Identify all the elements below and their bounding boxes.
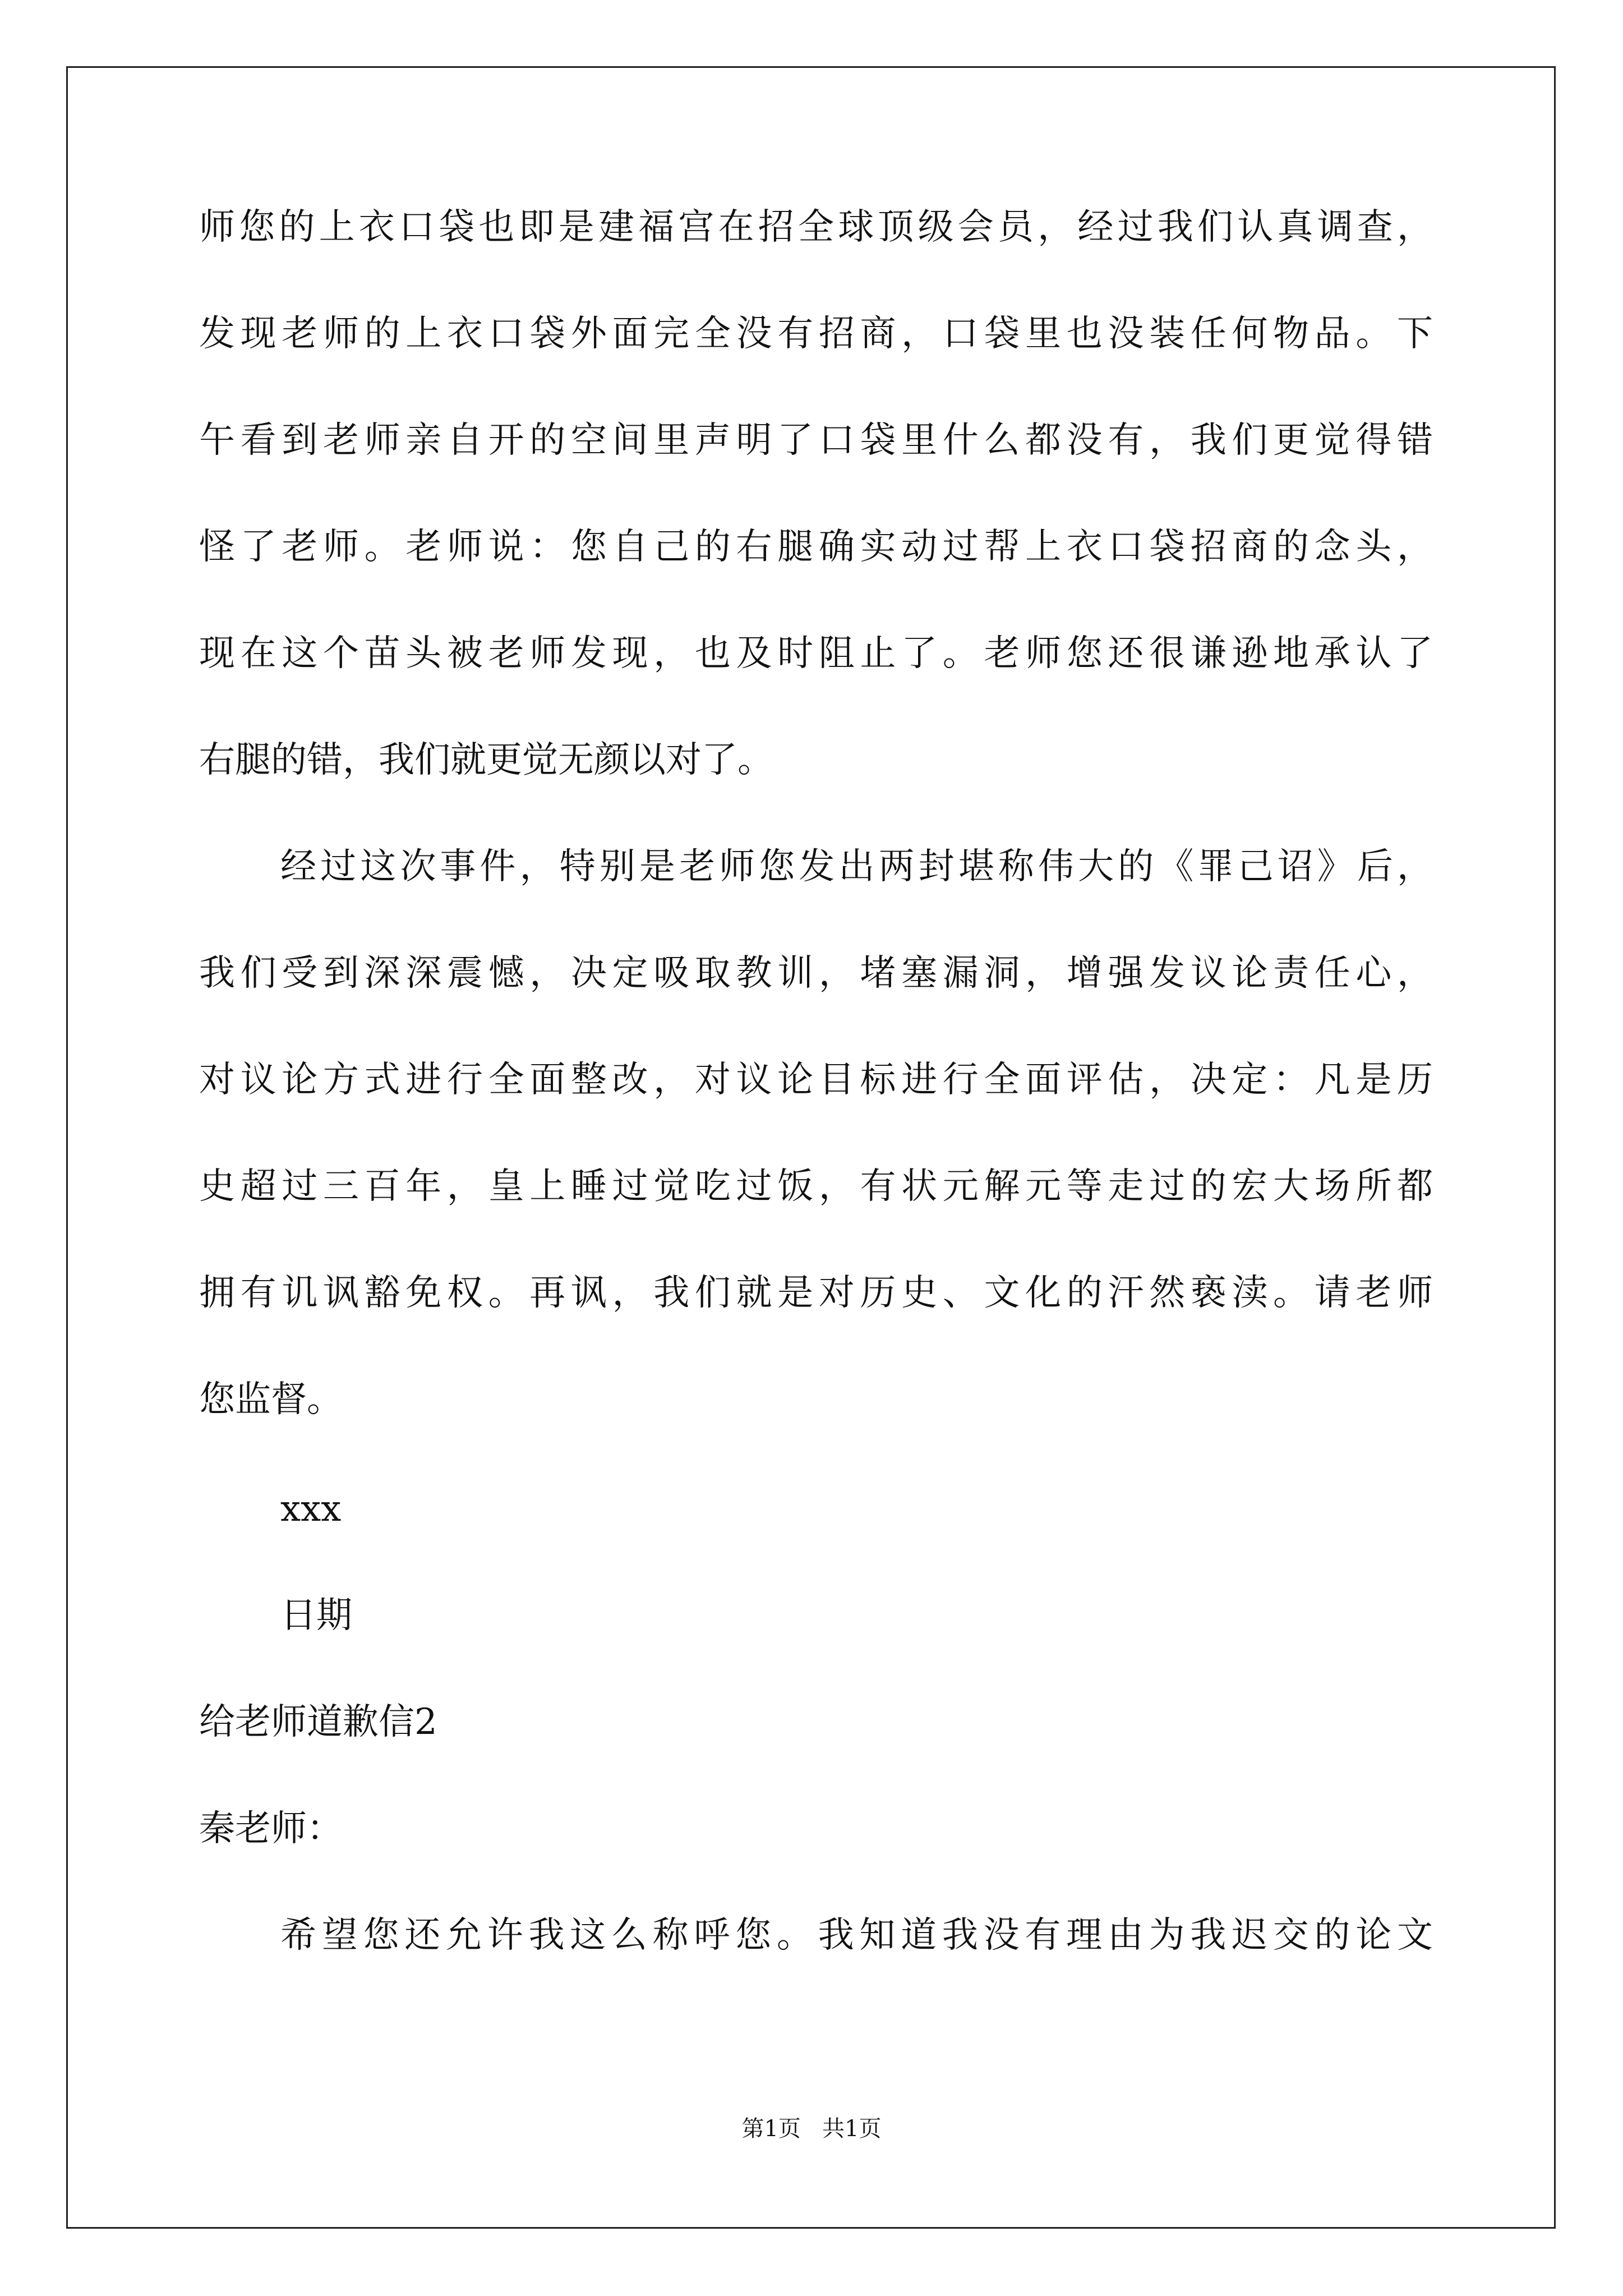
section-title: 给老师道歉信2 (199, 1701, 437, 1743)
paragraph-line: 我们受到深深震憾，决定吸取教训，堵塞漏洞，增强发议论责任心， (199, 953, 1433, 994)
paragraph-line: 希望您还允许我这么称呼您。我知道我没有理由为我迟交的论文 (280, 1915, 1433, 1956)
paragraph-line: 经过这次事件，特别是老师您发出两封堪称伟大的《罪己诏》后， (280, 846, 1433, 887)
paragraph-line: 发现老师的上衣口袋外面完全没有招商，口袋里也没装任何物品。下 (199, 313, 1433, 355)
page-border (66, 66, 1556, 2229)
salutation: 秦老师： (199, 1808, 343, 1849)
signature: xxx (280, 1488, 342, 1530)
date-label: 日期 (280, 1595, 352, 1636)
paragraph-line: 师您的上衣口袋也即是建福宫在招全球顶级会员，经过我们认真调查， (199, 206, 1433, 248)
paragraph-line: 右腿的错，我们就更觉无颜以对了。 (199, 739, 773, 781)
paragraph-line: 对议论方式进行全面整改，对议论目标进行全面评估，决定：凡是历 (199, 1059, 1433, 1101)
paragraph-line: 午看到老师亲自开的空间里声明了口袋里什么都没有，我们更觉得错 (199, 420, 1433, 461)
paragraph-line: 史超过三百年，皇上睡过觉吃过饭，有状元解元等走过的宏大场所都 (199, 1166, 1433, 1207)
paragraph-line: 拥有讥讽豁免权。再讽，我们就是对历史、文化的汗然亵渎。请老师 (199, 1272, 1433, 1314)
paragraph-line: 现在这个苗头被老师发现，也及时阻止了。老师您还很谦逊地承认了 (199, 633, 1433, 674)
paragraph-line: 您监督。 (199, 1379, 343, 1420)
page-footer: 第1页 共1页 (741, 2116, 882, 2142)
paragraph-line: 怪了老师。老师说：您自己的右腿确实动过帮上衣口袋招商的念头， (199, 526, 1433, 568)
